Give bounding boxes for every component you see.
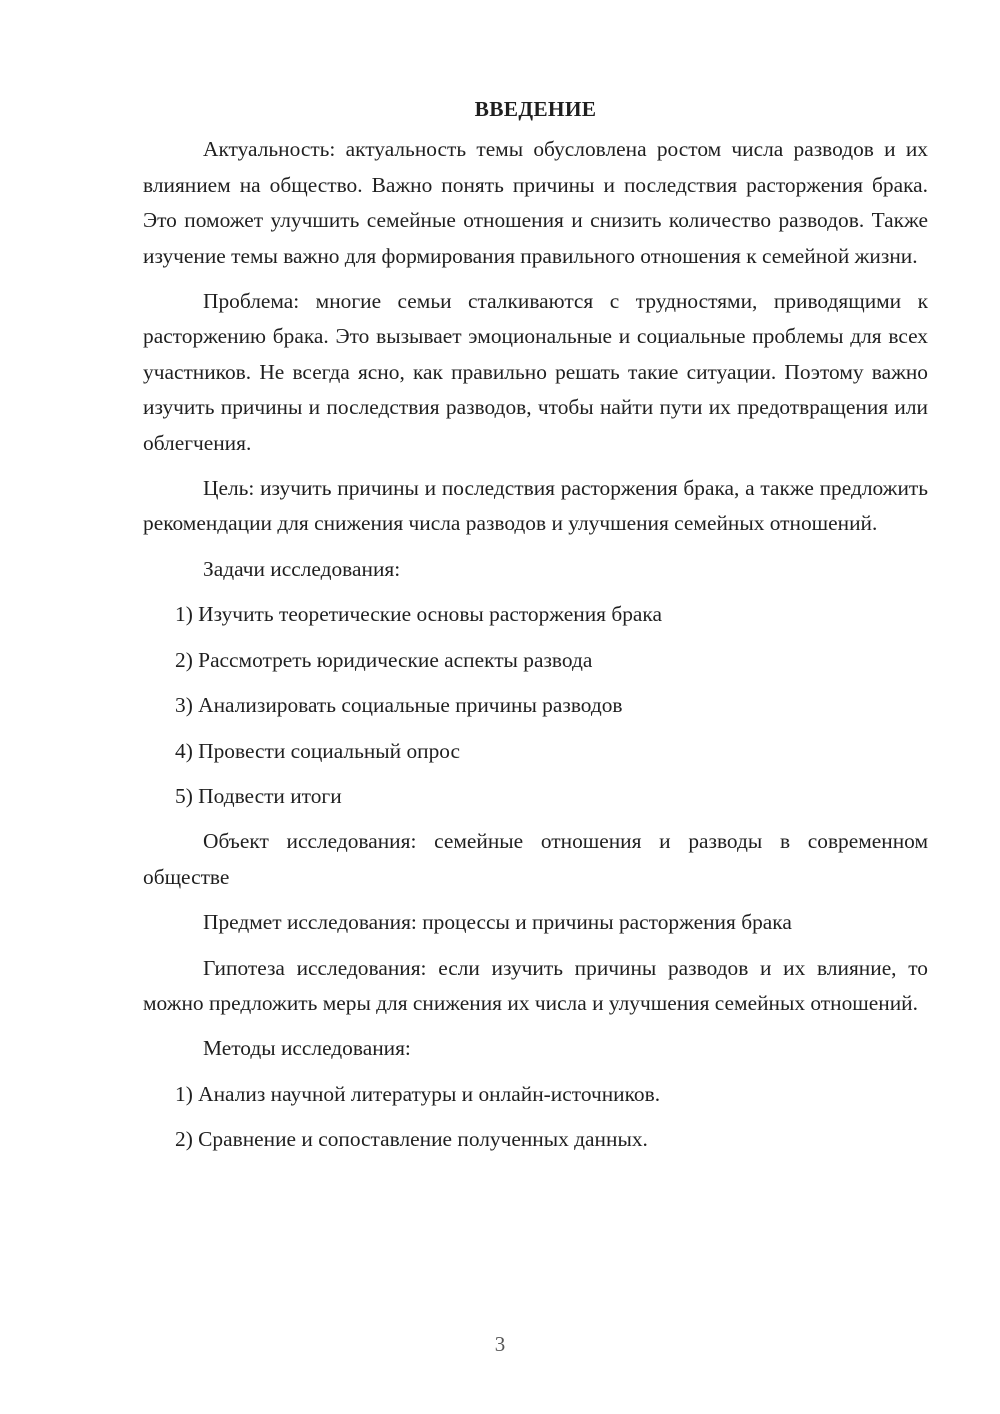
methods-heading: Методы исследования: xyxy=(203,1036,411,1061)
list-item: 5) Подвести итоги xyxy=(175,783,342,808)
page-number: 3 xyxy=(494,1332,506,1356)
methods-list xyxy=(143,1077,928,1158)
tasks-list xyxy=(143,597,928,814)
object-paragraph: Объект исследования: семейные отношения и разводы в современном обществе xyxy=(143,829,928,889)
page-title: ВВЕДЕНИЕ xyxy=(474,97,597,121)
hypothesis-paragraph: Гипотеза исследования: если изучить причины разводов и их влияние, то можно предложить меры для снижения их числа и улучшения семейных отношений. xyxy=(143,955,928,1015)
list-item: 1) Анализ научной литературы и онлайн-источников. xyxy=(175,1081,661,1106)
list-item: 1) Изучить теоретические основы расторжения брака xyxy=(175,602,662,627)
list-item: 3) Анализировать социальные причины разводов xyxy=(175,693,623,718)
list-item: 2) Сравнение и сопоставление полученных данных. xyxy=(175,1127,648,1152)
tasks-heading: Задачи исследования: xyxy=(203,556,401,581)
list-item: 2) Рассмотреть юридические аспекты развода xyxy=(175,647,593,672)
goal-paragraph: Цель: изучить причины и последствия расторжения брака, а также предложить рекомендации для снижения числа разводов и улучшения семейных отношений. xyxy=(143,476,928,536)
problem-paragraph: Проблема: многие семьи сталкиваются с трудностями, приводящими к расторжению брака. Это вызывает эмоциональные и социальные проблемы для всех участников. Не всегда ясно, как правильно решать такие ситуации. Поэтому важно изучить причины и последствия разводов, чтобы найти пути их предотвращения или облегчения. xyxy=(143,289,928,455)
relevance-paragraph: Актуальность: актуальность темы обусловлена ростом числа разводов и их влиянием на общество. Важно понять причины и последствия расторжения брака. Это поможет улучшить семейные отношения и снизить количество разводов. Также изучение темы важно для формирования правильного отношения к семейной жизни. xyxy=(143,137,928,268)
document-page xyxy=(143,92,928,1168)
subject-paragraph: Предмет исследования: процессы и причины расторжения брака xyxy=(203,910,792,935)
list-item: 4) Провести социальный опрос xyxy=(175,738,461,763)
